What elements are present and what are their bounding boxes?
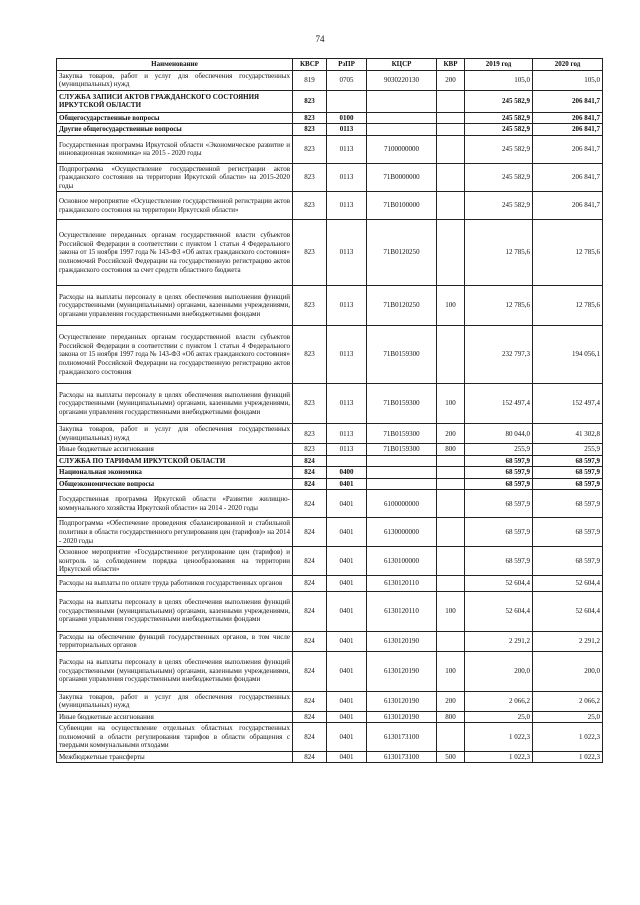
cell-name: Основное мероприятие «Государственное регулирование цен (тарифов) и контроль за соблюдением порядка ценообразования на территории Иркутской области» xyxy=(57,547,293,576)
cell-kvsr: 824 xyxy=(293,547,327,576)
cell-2020: 206 841,7 xyxy=(533,112,603,124)
cell-2019: 68 597,9 xyxy=(465,547,533,576)
cell-name: Национальная экономика xyxy=(57,467,293,479)
table-row xyxy=(57,467,603,479)
cell-rzpr: 0401 xyxy=(327,631,367,651)
cell-rzpr: 0401 xyxy=(327,711,367,723)
cell-2019: 200,0 xyxy=(465,651,533,691)
table-row xyxy=(57,547,603,576)
cell-name: Закупка товаров, работ и услуг для обеспечения государственных (муниципальных) нужд xyxy=(57,70,293,90)
cell-kvsr: 823 xyxy=(293,135,327,163)
cell-kcsr: 71В0100000 xyxy=(367,192,437,220)
cell-rzpr: 0401 xyxy=(327,751,367,763)
table-row xyxy=(57,90,603,112)
cell-rzpr: 0401 xyxy=(327,547,367,576)
cell-kvr: 800 xyxy=(437,711,465,723)
header-kvr: КВР xyxy=(437,59,465,71)
cell-rzpr xyxy=(327,455,367,467)
header-2020: 2020 год xyxy=(533,59,603,71)
table-row xyxy=(57,591,603,631)
cell-2020: 68 597,9 xyxy=(533,547,603,576)
cell-name: Межбюджетные трансферты xyxy=(57,751,293,763)
cell-2020: 68 597,9 xyxy=(533,518,603,547)
cell-kcsr: 71В0159300 xyxy=(367,424,437,444)
cell-2020: 1 022,3 xyxy=(533,723,603,752)
cell-kcsr xyxy=(367,112,437,124)
cell-2019: 52 604,4 xyxy=(465,591,533,631)
cell-kvr xyxy=(437,326,465,384)
table-header-row xyxy=(57,59,603,71)
cell-2019: 1 022,3 xyxy=(465,723,533,752)
header-2019: 2019 год xyxy=(465,59,533,71)
cell-2020: 2 291,2 xyxy=(533,631,603,651)
cell-2019: 68 597,9 xyxy=(465,455,533,467)
page-number: 74 xyxy=(315,34,325,44)
cell-name: Подпрограмма «Осуществление государственной регистрации актов гражданского состояния на территории Иркутской области» на 2015-2020 годы xyxy=(57,163,293,192)
cell-2019: 255,9 xyxy=(465,444,533,456)
table-row xyxy=(57,220,603,286)
cell-kcsr xyxy=(367,90,437,112)
cell-rzpr: 0401 xyxy=(327,478,367,490)
table-row xyxy=(57,286,603,326)
cell-kcsr xyxy=(367,467,437,479)
cell-kcsr: 6100000000 xyxy=(367,490,437,518)
cell-rzpr: 0113 xyxy=(327,286,367,326)
cell-kcsr: 6130173100 xyxy=(367,751,437,763)
cell-name: Расходы на выплаты персоналу в целях обеспечения выполнения функций государственными (муниципальными) органами, казенными учреждениями, органами управления государственными внебюджетными фондами xyxy=(57,651,293,691)
cell-2020: 206 841,7 xyxy=(533,192,603,220)
cell-2019: 2 291,2 xyxy=(465,631,533,651)
cell-2019: 68 597,9 xyxy=(465,467,533,479)
cell-kcsr: 6130000000 xyxy=(367,518,437,547)
cell-rzpr: 0401 xyxy=(327,591,367,631)
cell-kvsr: 823 xyxy=(293,90,327,112)
table-row xyxy=(57,163,603,192)
cell-2020: 2 066,2 xyxy=(533,691,603,711)
cell-kvr xyxy=(437,112,465,124)
cell-kcsr: 6130120110 xyxy=(367,591,437,631)
table-row xyxy=(57,691,603,711)
cell-kvr xyxy=(437,490,465,518)
cell-kvsr: 824 xyxy=(293,518,327,547)
cell-2019: 25,0 xyxy=(465,711,533,723)
cell-rzpr: 0113 xyxy=(327,326,367,384)
cell-2020: 68 597,9 xyxy=(533,455,603,467)
cell-2020: 206 841,7 xyxy=(533,124,603,136)
cell-name: СЛУЖБА ЗАПИСИ АКТОВ ГРАЖДАНСКОГО СОСТОЯНИЯ ИРКУТСКОЙ ОБЛАСТИ xyxy=(57,90,293,112)
table-row xyxy=(57,135,603,163)
cell-2019: 68 597,9 xyxy=(465,490,533,518)
cell-2019: 245 582,9 xyxy=(465,124,533,136)
cell-name: Другие общегосударственные вопросы xyxy=(57,124,293,136)
cell-kvsr: 823 xyxy=(293,444,327,456)
cell-2019: 245 582,9 xyxy=(465,135,533,163)
cell-kvsr: 824 xyxy=(293,723,327,752)
cell-rzpr: 0113 xyxy=(327,163,367,192)
cell-rzpr: 0401 xyxy=(327,490,367,518)
cell-kvsr: 823 xyxy=(293,326,327,384)
cell-kcsr: 6130120110 xyxy=(367,575,437,591)
cell-kcsr: 71В0159300 xyxy=(367,384,437,424)
cell-kcsr xyxy=(367,478,437,490)
header-rzpr: РзПР xyxy=(327,59,367,71)
table-row xyxy=(57,631,603,651)
table-row xyxy=(57,424,603,444)
cell-2020: 41 302,8 xyxy=(533,424,603,444)
cell-2019: 1 022,3 xyxy=(465,751,533,763)
table-row xyxy=(57,192,603,220)
cell-2020: 12 785,6 xyxy=(533,286,603,326)
cell-rzpr: 0401 xyxy=(327,691,367,711)
cell-kvsr: 824 xyxy=(293,467,327,479)
cell-kvr xyxy=(437,547,465,576)
cell-kvr xyxy=(437,723,465,752)
cell-rzpr: 0100 xyxy=(327,112,367,124)
cell-kvr xyxy=(437,124,465,136)
cell-kcsr: 7100000000 xyxy=(367,135,437,163)
cell-kvsr: 824 xyxy=(293,478,327,490)
cell-kvsr: 823 xyxy=(293,220,327,286)
cell-rzpr: 0113 xyxy=(327,220,367,286)
cell-kvr: 100 xyxy=(437,286,465,326)
table-row xyxy=(57,478,603,490)
cell-2019: 52 604,4 xyxy=(465,575,533,591)
cell-rzpr xyxy=(327,90,367,112)
cell-kvr: 100 xyxy=(437,651,465,691)
cell-kvr xyxy=(437,575,465,591)
cell-kcsr: 71В0159300 xyxy=(367,326,437,384)
cell-kcsr xyxy=(367,124,437,136)
cell-kvr xyxy=(437,220,465,286)
cell-kcsr: 6130100000 xyxy=(367,547,437,576)
cell-2019: 12 785,6 xyxy=(465,220,533,286)
cell-rzpr: 0401 xyxy=(327,518,367,547)
cell-name: Закупка товаров, работ и услуг для обеспечения государственных (муниципальных) нужд xyxy=(57,691,293,711)
cell-kvr xyxy=(437,455,465,467)
cell-2020: 206 841,7 xyxy=(533,135,603,163)
cell-kvsr: 824 xyxy=(293,455,327,467)
cell-name: Осуществление переданных органам государственной власти субъектов Российской Федерации в соответствии с пунктом 1 статьи 4 Федерального закона от 15 ноября 1997 года № 143-ФЗ «Об актах гражданского состояния» полномочий Российской Федерации на государственную регистрацию актов гражданского состояния за счет средств областного бюджета xyxy=(57,220,293,286)
cell-name: Субвенции на осуществление отдельных областных государственных полномочий в области регулирования тарифов в области обращения с твердыми коммунальными отходами xyxy=(57,723,293,752)
cell-rzpr: 0401 xyxy=(327,651,367,691)
table-row xyxy=(57,711,603,723)
cell-kvsr: 823 xyxy=(293,286,327,326)
cell-name: Общегосударственные вопросы xyxy=(57,112,293,124)
cell-2020: 206 841,7 xyxy=(533,90,603,112)
cell-2020: 255,9 xyxy=(533,444,603,456)
cell-name: Подпрограмма «Обеспечение проведения сбалансированной и стабильной политики в области государственного регулирования цен (тарифов)» на 2014 - 2020 годы xyxy=(57,518,293,547)
cell-name: Государственная программа Иркутской области «Экономическое развитие и инновационная экономика» на 2015 - 2020 годы xyxy=(57,135,293,163)
cell-2020: 52 604,4 xyxy=(533,575,603,591)
cell-kvsr: 824 xyxy=(293,591,327,631)
cell-kvsr: 819 xyxy=(293,70,327,90)
table-row xyxy=(57,723,603,752)
cell-kvsr: 824 xyxy=(293,651,327,691)
cell-kvsr: 823 xyxy=(293,384,327,424)
cell-2019: 245 582,9 xyxy=(465,163,533,192)
cell-2019: 152 497,4 xyxy=(465,384,533,424)
cell-name: Расходы на обеспечение функций государственных органов, в том числе территориальных органов xyxy=(57,631,293,651)
cell-2020: 52 604,4 xyxy=(533,591,603,631)
cell-2020: 25,0 xyxy=(533,711,603,723)
cell-kvr xyxy=(437,518,465,547)
cell-kvr xyxy=(437,192,465,220)
cell-rzpr: 0113 xyxy=(327,424,367,444)
table-row xyxy=(57,124,603,136)
cell-2019: 2 066,2 xyxy=(465,691,533,711)
header-name: Наименование xyxy=(57,59,293,71)
cell-kvr xyxy=(437,478,465,490)
cell-kvr: 200 xyxy=(437,424,465,444)
cell-2019: 105,0 xyxy=(465,70,533,90)
cell-2019: 68 597,9 xyxy=(465,478,533,490)
cell-name: Основное мероприятие «Осуществление государственной регистрации актов гражданского состояния на территории Иркутской области» xyxy=(57,192,293,220)
table-row xyxy=(57,70,603,90)
cell-kvsr: 824 xyxy=(293,711,327,723)
cell-kvr: 100 xyxy=(437,384,465,424)
cell-rzpr: 0113 xyxy=(327,124,367,136)
table-row xyxy=(57,444,603,456)
header-kcsr: КЦСР xyxy=(367,59,437,71)
cell-2019: 232 797,3 xyxy=(465,326,533,384)
cell-name: Государственная программа Иркутской области «Развитие жилищно-коммунального хозяйства Иркутской области» на 2014 - 2020 годы xyxy=(57,490,293,518)
cell-2020: 194 056,1 xyxy=(533,326,603,384)
cell-kvsr: 823 xyxy=(293,163,327,192)
cell-rzpr: 0401 xyxy=(327,723,367,752)
cell-name: Закупка товаров, работ и услуг для обеспечения государственных (муниципальных) нужд xyxy=(57,424,293,444)
cell-kvsr: 824 xyxy=(293,631,327,651)
header-kvsr: КВСР xyxy=(293,59,327,71)
cell-2020: 1 022,3 xyxy=(533,751,603,763)
cell-rzpr: 0113 xyxy=(327,135,367,163)
cell-rzpr: 0401 xyxy=(327,575,367,591)
cell-rzpr: 0113 xyxy=(327,192,367,220)
cell-kvr: 200 xyxy=(437,691,465,711)
table-row xyxy=(57,490,603,518)
cell-rzpr: 0113 xyxy=(327,384,367,424)
table-row xyxy=(57,455,603,467)
table-row xyxy=(57,751,603,763)
cell-name: Общеэкономические вопросы xyxy=(57,478,293,490)
cell-kvsr: 823 xyxy=(293,112,327,124)
cell-2020: 206 841,7 xyxy=(533,163,603,192)
budget-table xyxy=(56,58,603,763)
cell-kvr: 800 xyxy=(437,444,465,456)
cell-2020: 68 597,9 xyxy=(533,467,603,479)
table-row xyxy=(57,384,603,424)
cell-2020: 152 497,4 xyxy=(533,384,603,424)
cell-kvsr: 823 xyxy=(293,124,327,136)
cell-kcsr: 71В0120250 xyxy=(367,286,437,326)
cell-kvr: 100 xyxy=(437,591,465,631)
cell-kcsr: 6130120190 xyxy=(367,651,437,691)
cell-kcsr: 6130173100 xyxy=(367,723,437,752)
cell-kcsr: 71В0159300 xyxy=(367,444,437,456)
cell-kvr xyxy=(437,90,465,112)
table-row xyxy=(57,112,603,124)
cell-kcsr: 71В0000000 xyxy=(367,163,437,192)
cell-kcsr: 6130120190 xyxy=(367,631,437,651)
cell-kcsr xyxy=(367,455,437,467)
cell-name: Иные бюджетные ассигнования xyxy=(57,444,293,456)
cell-2020: 68 597,9 xyxy=(533,478,603,490)
cell-name: Расходы на выплаты персоналу в целях обеспечения выполнения функций государственными (муниципальными) органами, казенными учреждениями, органами управления государственными внебюджетными фондами xyxy=(57,591,293,631)
cell-2020: 12 785,6 xyxy=(533,220,603,286)
cell-kvsr: 824 xyxy=(293,751,327,763)
cell-name: Расходы на выплаты персоналу в целях обеспечения выполнения функций государственными (муниципальными) органами, казенными учреждениями, органами управления государственными внебюджетными фондами xyxy=(57,286,293,326)
cell-2019: 80 044,0 xyxy=(465,424,533,444)
cell-kcsr: 71В0120250 xyxy=(367,220,437,286)
table-row xyxy=(57,651,603,691)
cell-kvr xyxy=(437,163,465,192)
cell-kvsr: 824 xyxy=(293,490,327,518)
cell-2019: 245 582,9 xyxy=(465,192,533,220)
cell-name: Иные бюджетные ассигнования xyxy=(57,711,293,723)
cell-2019: 245 582,9 xyxy=(465,90,533,112)
cell-kcsr: 9030220130 xyxy=(367,70,437,90)
cell-2020: 68 597,9 xyxy=(533,490,603,518)
cell-name: Расходы на выплаты персоналу в целях обеспечения выполнения функций государственными (муниципальными) органами, казенными учреждениями, органами управления государственными внебюджетными фондами xyxy=(57,384,293,424)
cell-name: Расходы на выплаты по оплате труда работников государственных органов xyxy=(57,575,293,591)
cell-kvsr: 823 xyxy=(293,192,327,220)
cell-2020: 200,0 xyxy=(533,651,603,691)
table-row xyxy=(57,518,603,547)
table-row xyxy=(57,575,603,591)
cell-name: СЛУЖБА ПО ТАРИФАМ ИРКУТСКОЙ ОБЛАСТИ xyxy=(57,455,293,467)
cell-rzpr: 0113 xyxy=(327,444,367,456)
cell-kvsr: 824 xyxy=(293,575,327,591)
cell-kvr xyxy=(437,467,465,479)
cell-kcsr: 6130120190 xyxy=(367,691,437,711)
cell-2020: 105,0 xyxy=(533,70,603,90)
table-row xyxy=(57,326,603,384)
cell-rzpr: 0705 xyxy=(327,70,367,90)
cell-kvr: 200 xyxy=(437,70,465,90)
cell-kvsr: 824 xyxy=(293,691,327,711)
cell-2019: 245 582,9 xyxy=(465,112,533,124)
cell-2019: 68 597,9 xyxy=(465,518,533,547)
cell-name: Осуществление переданных органам государственной власти субъектов Российской Федерации в соответствии с пунктом 1 статьи 4 Федерального закона от 15 ноября 1997 года № 143-ФЗ «Об актах гражданского состояния» полномочий Российской Федерации на государственную регистрацию актов гражданского состояния xyxy=(57,326,293,384)
cell-rzpr: 0400 xyxy=(327,467,367,479)
cell-kvr: 500 xyxy=(437,751,465,763)
table-body xyxy=(57,70,603,763)
cell-kvsr: 823 xyxy=(293,424,327,444)
cell-kvr xyxy=(437,631,465,651)
cell-kvr xyxy=(437,135,465,163)
cell-kcsr: 6130120190 xyxy=(367,711,437,723)
cell-2019: 12 785,6 xyxy=(465,286,533,326)
